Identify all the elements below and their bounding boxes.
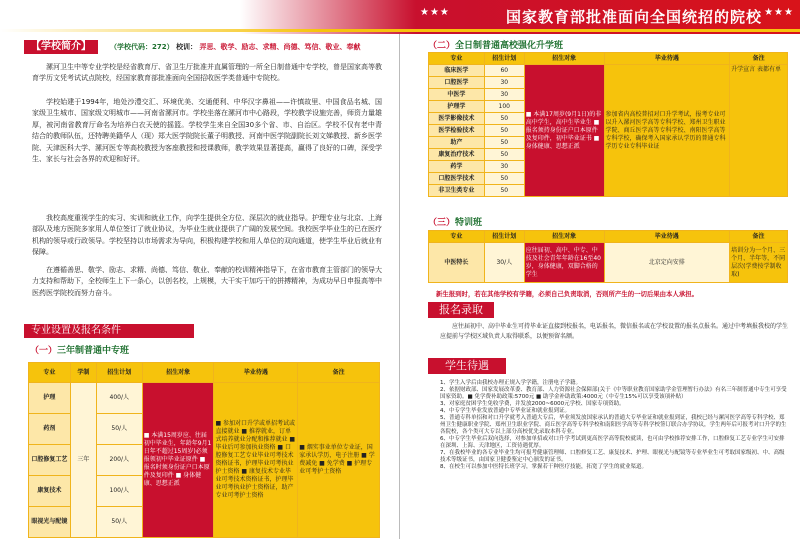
col-header: 毕业待遇	[604, 231, 730, 243]
col-header: 招生计划	[484, 231, 524, 243]
strengthen-table	[428, 52, 788, 197]
benefit-item: 3、对家庭贫困学生免收学费，并发放2000~6000元学校、国家专项资助。	[440, 401, 625, 407]
major-name: 康复技术	[29, 476, 71, 507]
registration-warning: 新生报到时，若在其他学校有学籍，必须自己负责取消，否则所产生的一切后果由本人承担。	[436, 290, 699, 298]
major-plan: 200/人	[96, 445, 142, 476]
col-header: 备注	[730, 231, 788, 243]
major-plan: 50	[484, 185, 524, 197]
target-cell: ■ 本满17周岁(9月1日)的非高中学生，高中生毕业生 ■ 报名须持身份证户口本原件及复印件，初中毕业证书 ■ 身体健康、思想正派	[524, 65, 604, 197]
benefit-item: 6、中专学生毕业后双向选择，对参加单招或对口升学考试到更高医学高等院校就读，也可由学校推荐安排工作，口腔修复工艺专业学生可安排在深圳、上海、天津地区，工资待遇优厚。	[440, 436, 785, 449]
school-intro-heading: 【学校简介】	[24, 40, 98, 54]
treatment-cell: ■ 参加对口升学或单招考试或直接就业 ■ 推荐就业，订单式培养就业分配和推荐就业 ■ 毕业后可参加执业资格 ■ 口腔修复工艺专业毕业可考技术资格证书，护理毕业可考执业护士资格 ■ 康复技术专业毕业可考技术资格证书，护理毕业可考执业护士资格证，助产专业可考护士资格	[214, 383, 298, 538]
major-name: 药学	[429, 161, 485, 173]
school-code: （学校代码：272）	[110, 43, 174, 51]
major-name: 中医特长	[429, 243, 485, 283]
intro-paragraph-3: 我校高度重视学生的实习、实训和就业工作，向学生提供全方位、深层次的就业指导。护理专业与北京、上海部队及地方医院多家用人单位签订了就业协议，为毕业生就业提供了广阔的发展空间。我校医学毕业生的已在医疗机构的领导或行政领导。学校坚持以市场需求为导向，积极构建学校和用人单位的双向通道，使学生毕业后就业有保障。	[32, 214, 382, 257]
col-header: 毕业待遇	[214, 363, 298, 383]
treatment-cell: 参加省内高校普招对口升学考试，报考专业可以升入漯河医学高等专科学校、郑州卫生职业学院、商丘医学高等专科学校、南阳医学高等专科学校，确保考入国家承认学历的普通专科学历专业专科毕业证	[604, 65, 730, 197]
col-header: 招生对象	[524, 231, 604, 243]
remark-cell: 培训分为一个月、三个月、半年等，不同层次(学费按学制收取)	[730, 243, 788, 283]
target-cell: ■ 本满15周岁应、往届初中毕业生，年龄年9月1日年不超过15周岁)必须报领初中毕业证原件 ■ 报名时须身份证户口本原件及复印件 ■ 身体健康、思想正派	[142, 383, 214, 538]
major-plan: 400/人	[96, 383, 142, 414]
remark-cell: ■ 烟实事业单位专业证，国家承认学历，电子注册 ■ 学费减免 ■ 免学费 ■ 护理专业可考护士资格	[298, 383, 380, 538]
benefit-item: 5、普通专科单招和对口升学就考入普通大专后，毕业须发放国家承认的普通大专毕业证和就业报到证，我校已经与漯河医学高等专科学校、郑州卫生健康职业学院、郑州卫生职业学院、商丘医学高等专科学校和南阳医学高等专科学校签订联合办学协议，学生两年后可报考对口升学的生各院校，各个类可大专以上部分高校优先录取本科专业。	[440, 415, 787, 435]
enroll-heading: 报名录取	[428, 302, 494, 318]
major-name: 药剂	[29, 414, 71, 445]
col-header: 学制	[70, 363, 96, 383]
major-name: 口腔修复工艺	[29, 445, 71, 476]
benefits-list	[440, 380, 788, 471]
star-icon-right: ★★★	[764, 7, 794, 18]
special-heading: （三）特训班	[428, 218, 483, 228]
benefit-item: 8、在校生可以参加中医特长班学习，掌握若干种医疗技能，拓宽了学生的就业渠道。	[440, 464, 648, 470]
major-plan: 50	[484, 113, 524, 125]
col-header: 专业	[429, 53, 485, 65]
duration-cell: 三年	[70, 383, 96, 538]
col-header: 招生对象	[524, 53, 604, 65]
major-name: 中医学	[429, 89, 485, 101]
enroll-text: 应往届初中、高中毕业生可持毕业证直接到校报名，电话报名，微信报名或在学校设置的报名点报名。通过中考填报我校的学生应提前与学校区域负责人取得联系，以便预留名额。	[440, 323, 789, 340]
intro-paragraph-4: 在遵循善思、敬学、励志、求精、尚德、笃信、敬业、奉献的校训精神指导下，在省市教育主管部门的领导大力支持和帮助下，全校师生上下一条心，以创名校，上规模，大干实干加巧干的拼搏精神，为成功早日申报高等中医药医学院校而努力奋斗。	[32, 266, 382, 297]
major-plan: 50/人	[96, 414, 142, 445]
intro-paragraph-2: 学校始建于1994年，地处沙澧交汇、环境优美、交通便利、中华汉字鼻祖——许慎故里、中国食品名城、国家级卫生城市、国家级文明城市——河南省漯河市。学校坐落在漯河市中心路段，学校教学设施完善，师资力量雄厚，被河南省教育厅命名为培养白衣天使的摇篮。学校学生来自全国30多个省、市、自治区。学校不仅有老中青结合的教师队伍，还特聘美籍华人（现）郑大医学院院长董子明教授、河南中医学院副院长刘文娣教授、新乡医学院、天津医科大学、漯河医专等高校教授为客座教授和授课教师，教学效果显著提高，赢得了良好的口碑，深受学生、家长与社会各界的欢迎和好评。	[32, 98, 382, 164]
benefit-item: 4、中专学生毕业发放普通中专毕业证和就业报到证。	[440, 408, 571, 414]
major-plan: 50/人	[96, 507, 142, 538]
remark-cell: 升学宣言 表都有单	[730, 65, 788, 197]
intro-paragraph-1: 漯河卫生中等专业学校是经省教育厅、省卫生厅批准并直属管理的一所全日制普通中专学校，曾是国家高等教育学历文凭考试试点院校，经国家教育部批准面向全国招收医学类普通中专院校。	[32, 63, 382, 83]
col-header: 毕业待遇	[604, 53, 730, 65]
target-cell: 应往届初、高中、中专、中技及社会青年年龄在16至40岁，身体健康，双脚合格的学生	[524, 243, 604, 283]
strengthen-heading: （二）全日制普通高校强化升学班	[428, 41, 564, 51]
motto-label: 校训：	[176, 43, 198, 51]
major-plan: 50	[484, 173, 524, 185]
school-motto: 弄思、敬学、励志、求精、尚德、笃信、敬业、奉献	[199, 43, 361, 51]
major-name: 护理学	[429, 101, 485, 113]
major-name: 口腔医学	[429, 77, 485, 89]
major-plan: 30/人	[484, 243, 524, 283]
major-plan: 30	[484, 161, 524, 173]
major-name: 临床医学	[429, 65, 485, 77]
school-code-line	[110, 42, 361, 52]
major-name: 助产	[429, 137, 485, 149]
star-icon-left: ★★★	[420, 7, 450, 18]
major-plan: 50	[484, 137, 524, 149]
majors-heading: 专业设置及报名条件	[24, 324, 194, 338]
special-table	[428, 230, 788, 283]
majors-subheading: （一）三年制普通中专班	[30, 346, 130, 356]
major-name: 口腔医学技术	[429, 173, 485, 185]
major-name: 康复治疗技术	[429, 149, 485, 161]
col-header: 招生计划	[96, 363, 142, 383]
col-header: 招生计划	[484, 53, 524, 65]
major-name: 医学检验技术	[429, 125, 485, 137]
col-header: 备注	[298, 363, 380, 383]
col-header: 专业	[29, 363, 71, 383]
col-header: 备注	[730, 53, 788, 65]
major-plan: 30	[484, 77, 524, 89]
major-name: 护理	[29, 383, 71, 414]
major-name: 医学影像技术	[429, 113, 485, 125]
benefit-item: 2、依据财政部、国家发展改革委、教育部、人力资源社会保障部(关于《中等职业教育国家助学金管理暂行办法》有名三年制普通中专生可享受国家资助。■ 免学费补助政策:5700元 ■ 助学金补助政策:4000元（中专生15%可以享受该项补贴）	[440, 387, 787, 400]
major-plan: 50	[484, 125, 524, 137]
major-name: 眼视光与配镜	[29, 507, 71, 538]
benefits-heading: 学生待遇	[428, 358, 506, 374]
banner-title: 国家教育部批准面向全国统招的院校	[505, 8, 762, 26]
col-header: 招生对象	[142, 363, 214, 383]
benefit-item: 7、在我校毕业的各专业毕业生均可报考健康管理师、口腔修复工艺、康复技术、护理、眼视光与配镜等专业毕业生可考取国家级初、中、高级技术等级证书，由国家卫健委鉴定中心颁发的证书。	[440, 450, 785, 463]
major-plan: 100/人	[96, 476, 142, 507]
major-name: 非卫生类专业	[429, 185, 485, 197]
col-header: 专业	[429, 231, 485, 243]
major-plan: 60	[484, 65, 524, 77]
major-plan: 50	[484, 149, 524, 161]
treatment-cell: 北京定向安排	[604, 243, 730, 283]
benefit-item: 1、学生入学后由我校办理正规入学学籍，注册电子学籍。	[440, 380, 582, 386]
three-year-table	[28, 362, 380, 538]
major-plan: 30	[484, 89, 524, 101]
major-plan: 100	[484, 101, 524, 113]
banner-stripe	[0, 29, 800, 32]
